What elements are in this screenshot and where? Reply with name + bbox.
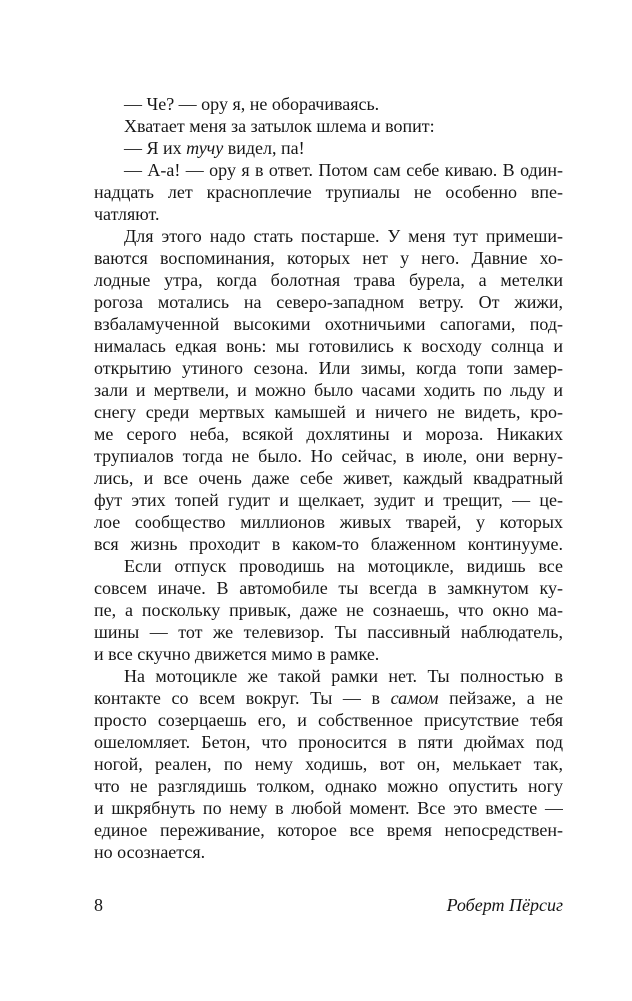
text-line: и все скучно движется мимо в рамке.: [94, 644, 380, 664]
paragraph: [94, 93, 563, 115]
text-line: что не разглядишь толком, однако можно опустить ногу: [94, 776, 563, 796]
paragraph: [94, 225, 563, 555]
text-line: чатляют.: [94, 204, 160, 224]
paragraph: [94, 137, 563, 159]
paragraph: [94, 159, 563, 225]
text-line: вся жизнь проходит в каком-то блаженном континууме.: [94, 534, 563, 554]
text-line: Хватает меня за затылок шлема и вопит:: [124, 116, 435, 136]
text-line: — А-а! — ору я в ответ. Потом сам себе киваю. В один-: [124, 160, 563, 180]
paragraph: [94, 665, 563, 863]
paragraph: [94, 115, 563, 137]
running-title: Роберт Пёрсиг: [446, 895, 563, 915]
text-line: трупиалов тогда не было. Но сейчас, в июле, они верну-: [94, 446, 563, 466]
text-line: Если отпуск проводишь на мотоцикле, видишь все: [124, 556, 563, 576]
text-line: ме серого неба, всякой дохлятины и мороза. Никаких: [94, 424, 563, 444]
emphasis: самом: [390, 688, 439, 708]
text-segment: — Я их: [124, 138, 187, 158]
text-line: единое переживание, которое все время непосредствен-: [94, 820, 563, 840]
text-line: [94, 687, 563, 709]
text-line: фут этих топей гудит и щелкает, зудит и трещит, — це-: [94, 490, 563, 510]
text-line: нималась едкая вонь: мы готовились к восходу солнца и: [94, 336, 563, 356]
text-line: совсем иначе. В автомобиле ты всегда в замкнутом ку-: [94, 578, 563, 598]
text-line: просто созерцаешь его, и собственное присутствие тебя: [94, 710, 563, 730]
text-line: шины — тот же телевизор. Ты пассивный наблюдатель,: [94, 622, 563, 642]
page-number: 8: [94, 895, 103, 915]
text-segment: контакте со всем вокруг. Ты — в: [94, 688, 391, 708]
paragraph: [94, 555, 563, 665]
text-line: лись, и все очень даже себе живет, каждый квадратный: [94, 468, 563, 488]
text-segment: видел, па!: [223, 138, 305, 158]
text-line: ногой, реален, по нему ходишь, вот он, мелькает так,: [94, 754, 563, 774]
body-text: [94, 93, 563, 863]
text-line: На мотоцикле же такой рамки нет. Ты полностью в: [124, 666, 563, 686]
text-line: пе, а поскольку привык, даже не сознаешь, что окно ма-: [94, 600, 563, 620]
text-line: [94, 137, 563, 159]
text-line: ваются воспоминания, которых нет у него. Давние хо-: [94, 248, 563, 268]
text-line: зали и мертвели, и можно было часами ходить по льду и: [94, 380, 563, 400]
text-line: надцать лет красноплечие трупиалы не особенно впе-: [94, 182, 563, 202]
page-footer: [94, 894, 563, 916]
text-segment: пейзаже, а не: [438, 688, 563, 708]
text-line: лодные утра, когда болотная трава бурела, а метелки: [94, 270, 563, 290]
text-line: и шкрябнуть по нему в любой момент. Все это вместе —: [94, 798, 563, 818]
emphasis: тучу: [186, 138, 224, 158]
text-line: лое сообщество миллионов живых тварей, у которых: [94, 512, 563, 532]
text-line: — Че? — ору я, не оборачиваясь.: [124, 94, 380, 114]
text-line: открытию утиного сезона. Или зимы, когда топи замер-: [94, 358, 563, 378]
text-line: взбаламученной высокими охотничьими сапогами, под-: [94, 314, 563, 334]
text-line: снегу среди мертвых камышей и ничего не видеть, кро-: [94, 402, 563, 422]
text-line: но осознается.: [94, 842, 206, 862]
text-line: рогоза мотались на северо-западном ветру. От жижи,: [94, 292, 563, 312]
text-line: ошеломляет. Бетон, что проносится в пяти дюймах под: [94, 732, 563, 752]
text-line: Для этого надо стать постарше. У меня тут примеши-: [124, 226, 563, 246]
